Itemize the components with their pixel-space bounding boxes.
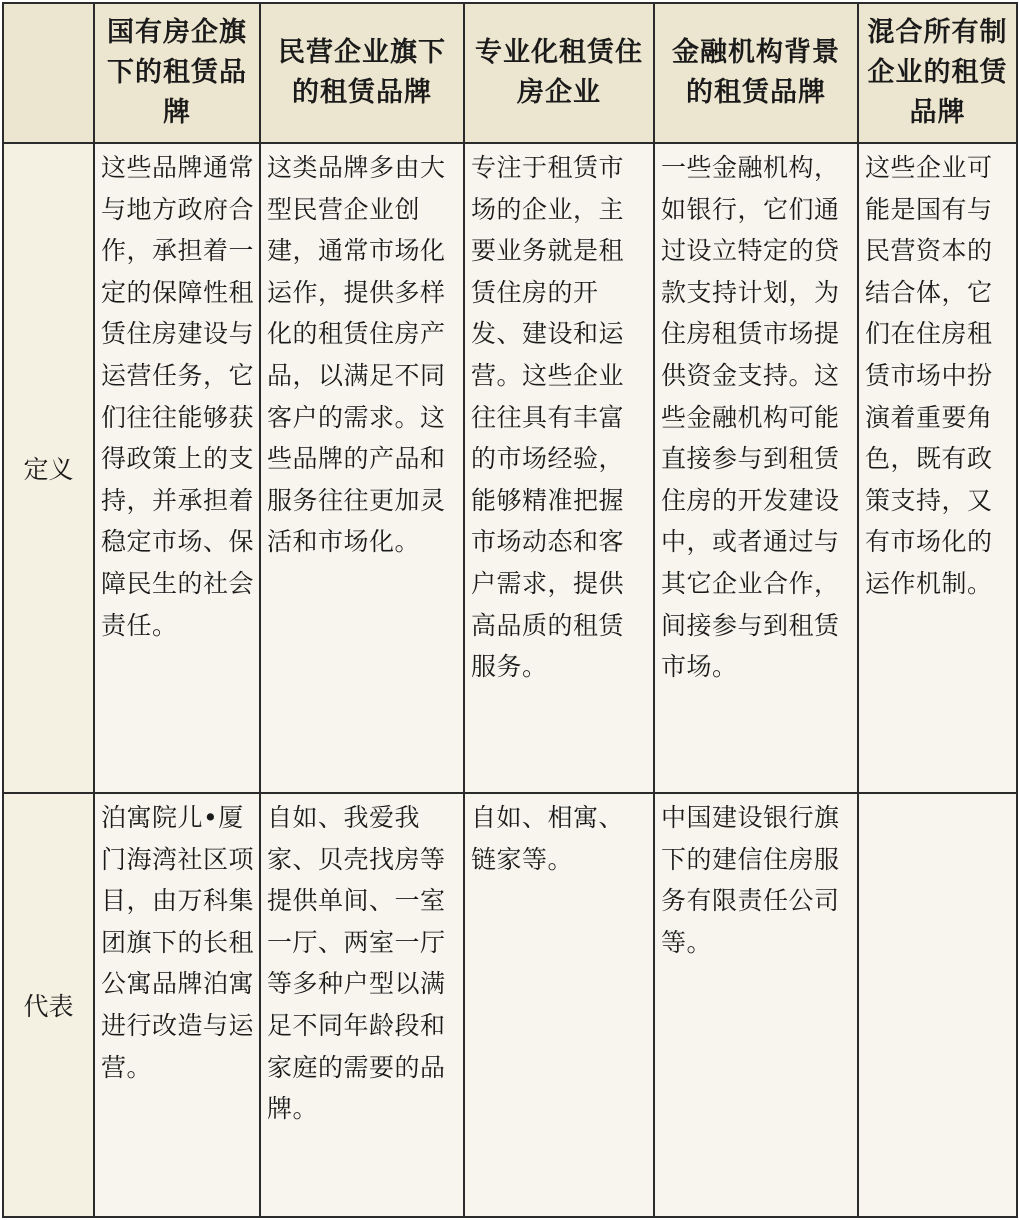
header-row xyxy=(3,3,1017,143)
rental-brand-comparison-table xyxy=(2,2,1018,1218)
row-label-definition: 定义 xyxy=(3,143,94,793)
definition-financial: 一些金融机构，如银行，它们通过设立特定的贷款支持计划，为住房租赁市场提供资金支持。这些金融机构可能直接参与到租赁住房的开发建设中，或者通过与其它企业合作，间接参与到租赁市场。 xyxy=(654,143,858,793)
representative-financial: 中国建设银行旗下的建信住房服务有限责任公司等。 xyxy=(654,793,858,1217)
definition-state-owned: 这些品牌通常与地方政府合作，承担着一定的保障性租赁住房建设与运营任务，它们往往能够获得政策上的支持，并承担着稳定市场、保障民生的社会责任。 xyxy=(94,143,260,793)
definition-specialized: 专注于租赁市场的企业，主要业务就是租赁住房的开发、建设和运营。这些企业往往具有丰富的市场经验，能够精准把握市场动态和客户需求，提供高品质的租赁服务。 xyxy=(464,143,654,793)
table-row-representative xyxy=(3,793,1017,1217)
representative-mixed-ownership xyxy=(858,793,1017,1217)
definition-mixed-ownership: 这些企业可能是国有与民营资本的结合体，它们在住房租赁市场中扮演着重要角色，既有政策支持，又有市场化的运作机制。 xyxy=(858,143,1017,793)
header-financial: 金融机构背景的租赁品牌 xyxy=(654,3,858,143)
header-private: 民营企业旗下的租赁品牌 xyxy=(260,3,464,143)
header-mixed-ownership: 混合所有制企业的租赁品牌 xyxy=(858,3,1017,143)
representative-state-owned: 泊寓院儿•厦门海湾社区项目，由万科集团旗下的长租公寓品牌泊寓进行改造与运营。 xyxy=(94,793,260,1217)
representative-specialized: 自如、相寓、链家等。 xyxy=(464,793,654,1217)
row-label-representative: 代表 xyxy=(3,793,94,1217)
corner-cell xyxy=(3,3,94,143)
representative-private: 自如、我爱我家、贝壳找房等提供单间、一室一厅、两室一厅等多种户型以满足不同年龄段和家庭的需要的品牌。 xyxy=(260,793,464,1217)
definition-private: 这类品牌多由大型民营企业创建，通常市场化运作，提供多样化的租赁住房产品，以满足不同客户的需求。这些品牌的产品和服务往往更加灵活和市场化。 xyxy=(260,143,464,793)
table-row-definition xyxy=(3,143,1017,793)
header-state-owned: 国有房企旗下的租赁品牌 xyxy=(94,3,260,143)
header-specialized: 专业化租赁住房企业 xyxy=(464,3,654,143)
